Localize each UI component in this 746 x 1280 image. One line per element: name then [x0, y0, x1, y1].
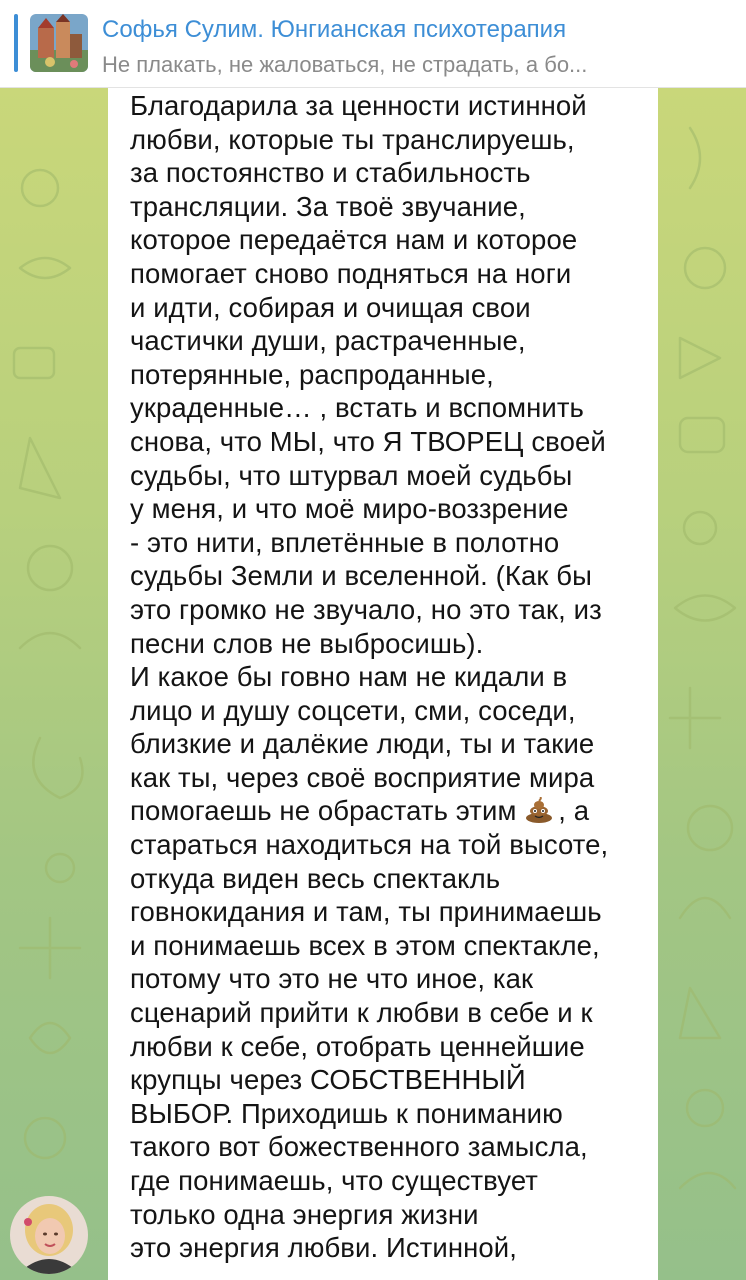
- message-line: стараться находиться на той высоте,: [130, 829, 609, 861]
- message-line: лицо и душу соцсети, сми, соседи,: [130, 694, 576, 726]
- message-text: [130, 89, 650, 1265]
- sender-avatar[interactable]: [10, 1196, 88, 1274]
- message-line: любви к себе, отобрать ценнейшие: [130, 1030, 585, 1062]
- pinned-message-bar[interactable]: [0, 0, 746, 88]
- message-line-part: помогаешь не обрастать этим: [130, 795, 517, 827]
- message-line: сценарий прийти к любви в себе и к: [130, 997, 593, 1029]
- message-line: украденные… , встать и вспомнить: [130, 392, 584, 424]
- message-line: И какое бы говно нам не кидали в: [130, 661, 568, 693]
- pile-of-poo-emoji: [524, 797, 554, 823]
- message-line: откуда виден весь спектакль: [130, 862, 501, 894]
- pinned-thumbnail: [30, 14, 88, 72]
- message-line: любви, которые ты транслируешь,: [130, 123, 575, 155]
- message-line: частички души, растраченные,: [130, 325, 526, 357]
- message-line: у меня, и что моё миро-воззрение: [130, 493, 569, 525]
- message-line: - это нити, вплетённые в полотно: [130, 526, 560, 558]
- message-line: близкие и далёкие люди, ты и такие: [130, 728, 595, 760]
- message-line: и понимаешь всех в этом спектакле,: [130, 929, 600, 961]
- sender-avatar-image: [10, 1196, 88, 1274]
- message-line: за постоянство и стабильность: [130, 157, 531, 189]
- message-line: потерянные, распроданные,: [130, 358, 494, 390]
- pinned-chat-title: Софья Сулим. Юнгианская психотерапия: [102, 16, 567, 43]
- message-line: где понимаешь, что существует: [130, 1165, 539, 1196]
- message-line: такого вот божественного замысла,: [130, 1131, 588, 1163]
- message-line: это энергия любви. Истинной,: [130, 1232, 517, 1264]
- message-line: трансляции. За твоё звучание,: [130, 190, 526, 222]
- message-line: снова, что МЫ, что Я ТВОРЕЦ своей: [130, 425, 606, 457]
- message-line: песни слов не выбросишь).: [130, 627, 484, 659]
- message-line: судьбы Земли и вселенной. (Как бы: [130, 560, 593, 592]
- message-line: которое передаётся нам и которое: [130, 224, 578, 256]
- message-line: крупцы через СОБСТВЕННЫЙ: [130, 1064, 526, 1096]
- message-line: это громко не звучало, но это так, из: [130, 593, 602, 625]
- pinned-thumbnail-image: [30, 14, 88, 72]
- pinned-indicator: [14, 14, 18, 72]
- message-line: как ты, через своё восприятие мира: [130, 761, 595, 793]
- message-line: только одна энергия жизни: [130, 1198, 479, 1230]
- message-line: ВЫБОР. Приходишь к пониманию: [130, 1097, 563, 1129]
- message-line: и идти, собирая и очищая свои: [130, 291, 531, 323]
- message-line: говнокидания и там, ты принимаешь: [130, 896, 602, 928]
- message-line: судьбы, что штурвал моей судьбы: [130, 459, 573, 491]
- message-line-part: , а: [558, 795, 590, 827]
- message-line: потому что это не что иное, как: [130, 963, 534, 995]
- message-line: Благодарила за ценности истинной: [130, 90, 587, 121]
- message-line-with-emoji: [130, 794, 650, 828]
- pinned-message-preview: Не плакать, не жаловаться, не страдать, а бо...: [102, 52, 588, 77]
- message-line: помогает сново подняться на ноги: [130, 257, 572, 289]
